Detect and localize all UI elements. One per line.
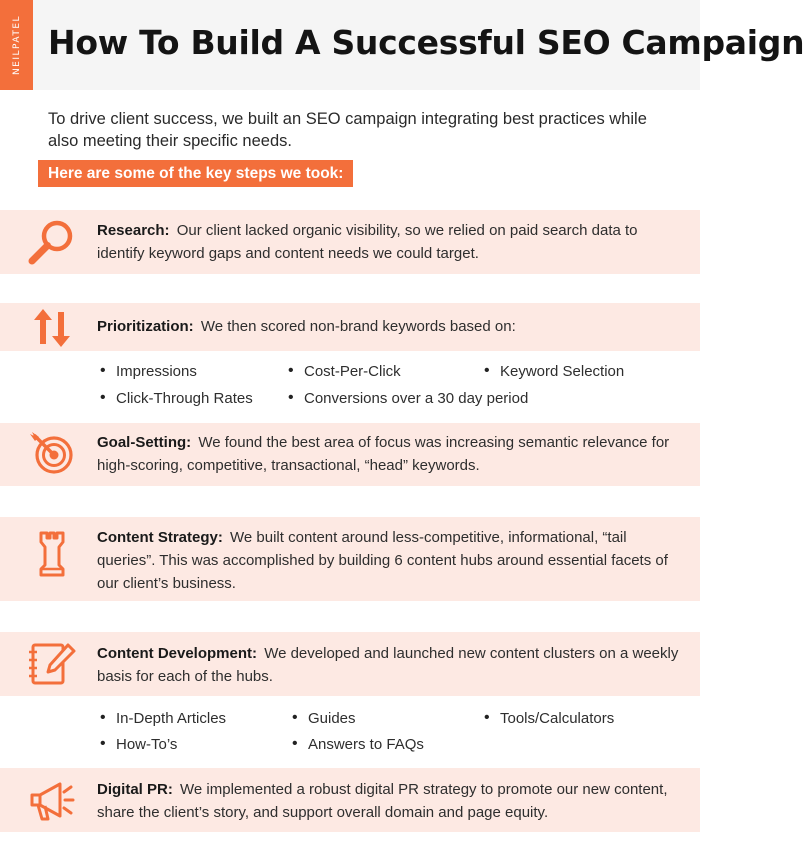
megaphone-icon	[26, 775, 78, 827]
brand-tab	[0, 0, 33, 90]
list-item: • Cost-Per-Click	[286, 363, 401, 380]
target-icon	[26, 428, 78, 480]
step-goal-setting-text	[97, 431, 682, 477]
header	[0, 0, 804, 90]
brand-label: NEILPATEL	[11, 14, 22, 76]
up-down-arrows-icon	[26, 302, 78, 354]
key-steps-banner: Here are some of the key steps we took:	[38, 160, 353, 187]
list-item: • Keyword Selection	[482, 363, 624, 380]
step-content-strategy-text	[97, 526, 682, 595]
step-heading: Prioritization:	[97, 318, 194, 335]
step-heading: Content Strategy:	[97, 529, 223, 546]
step-digital-pr-text	[97, 778, 682, 824]
step-description: We found the best area of focus was increasing semantic relevance for high-scoring, competitive, transactional, “head” keywords.	[97, 434, 670, 474]
intro-text: To drive client success, we built an SEO campaign integrating best practices while also meeting their specific needs.	[48, 110, 647, 150]
step-research-text	[97, 219, 682, 265]
page-title: How To Build A Successful SEO Campaign	[48, 23, 804, 62]
step-heading: Goal-Setting:	[97, 434, 192, 451]
step-heading: Digital PR:	[97, 781, 173, 798]
list-item: • Tools/Calculators	[482, 710, 614, 727]
chess-rook-icon	[26, 528, 78, 580]
list-item: • How-To’s	[98, 736, 177, 753]
step-description: We implemented a robust digital PR strategy to promote our new content, share the client’s story, and support overall domain and page equity.	[97, 781, 668, 821]
step-prioritization-text	[97, 315, 682, 338]
list-item: • Conversions over a 30 day period	[286, 390, 528, 407]
step-heading: Content Development:	[97, 645, 258, 662]
step-description: We built content around less-competitive, informational, “tail queries”. This was accomplished by building 6 content hubs around essential facets of our client’s business.	[97, 529, 668, 592]
list-item: • Guides	[290, 710, 356, 727]
step-description: We developed and launched new content clusters on a weekly basis for each of the hubs.	[97, 645, 679, 685]
step-heading: Research:	[97, 222, 170, 239]
step-description: We then scored non-brand keywords based on:	[200, 318, 516, 335]
magnifying-glass-icon	[26, 216, 78, 268]
step-content-development-text	[97, 642, 682, 688]
list-item: • In-Depth Articles	[98, 710, 226, 727]
step-description: Our client lacked organic visibility, so we relied on paid search data to identify keyword gaps and content needs we could target.	[97, 222, 638, 262]
list-item: • Click-Through Rates	[98, 390, 253, 407]
notepad-pencil-icon	[26, 639, 78, 691]
list-item: • Answers to FAQs	[290, 736, 424, 753]
list-item: • Impressions	[98, 363, 197, 380]
